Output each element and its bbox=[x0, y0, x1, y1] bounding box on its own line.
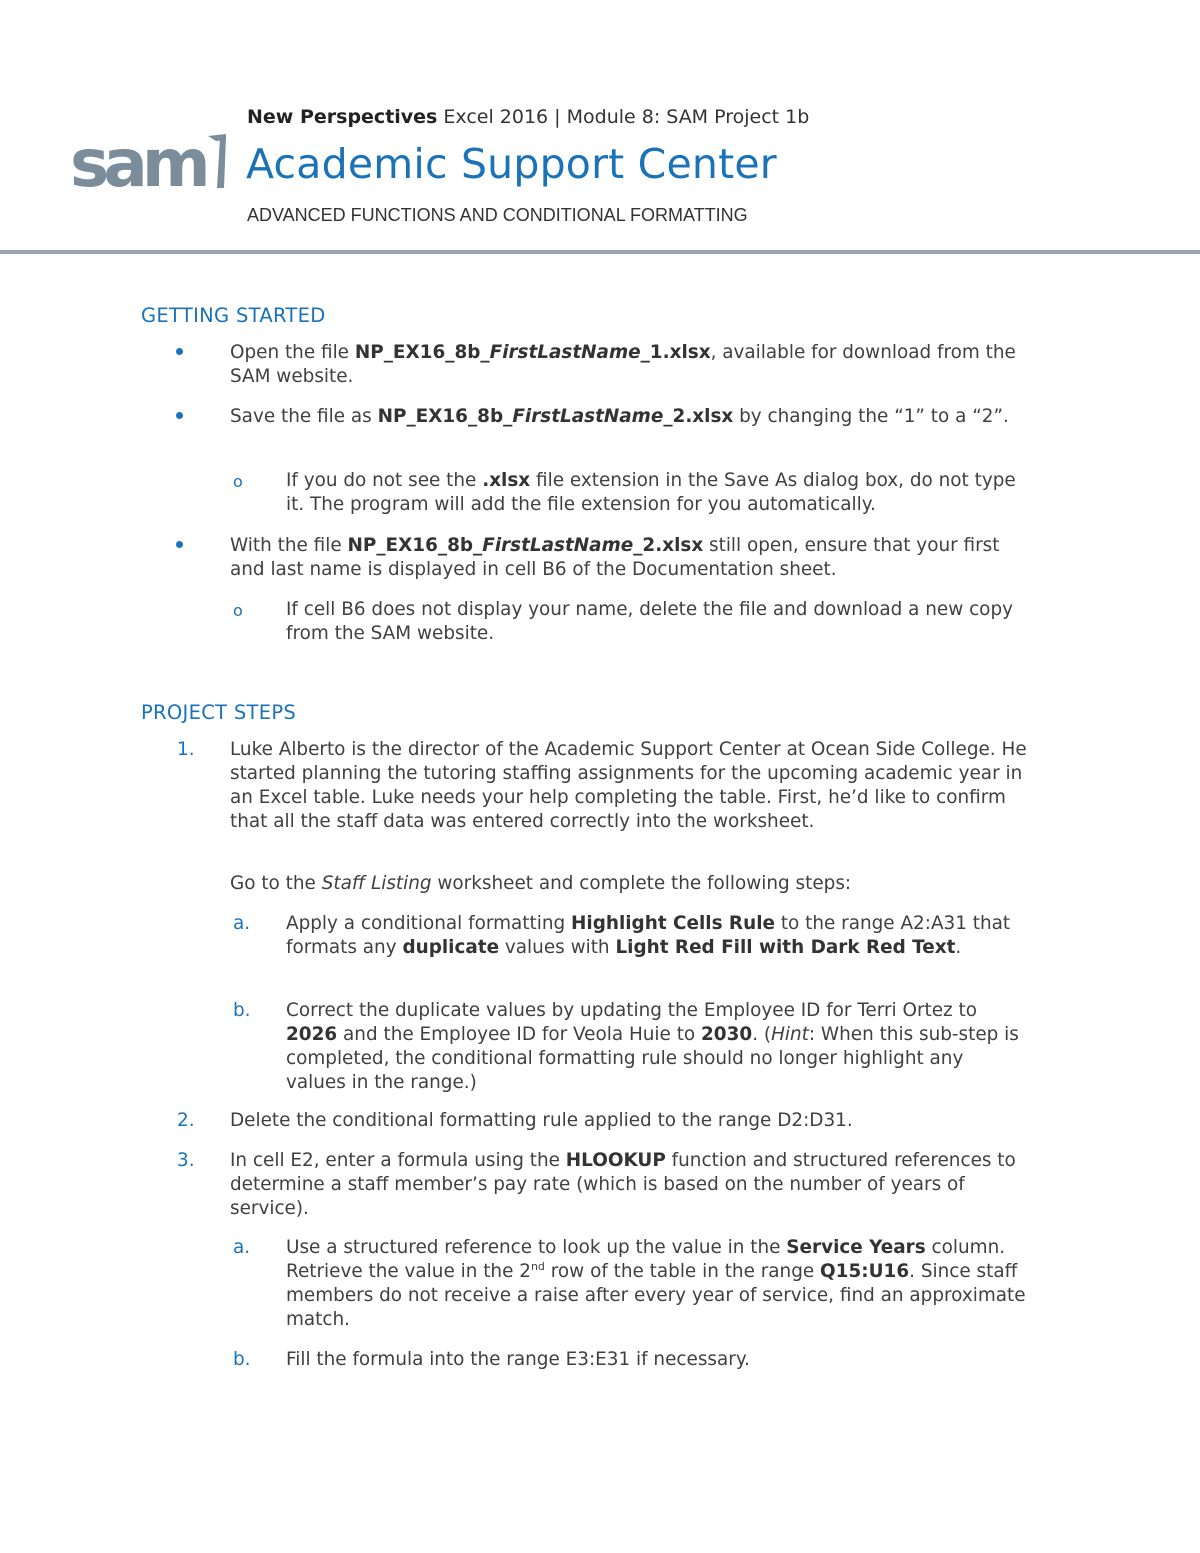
sub-bullet-icon: o bbox=[233, 601, 243, 620]
getting-started-heading: GETTING STARTED bbox=[141, 304, 326, 327]
substep-text: Correct the duplicate values by updating the Employee ID for Terri Ortez to 2026 and the Employee ID for Veola Huie to 2030. (Hint: When this sub-step is completed, the conditional formatting rule should no longer highlight any values in the range.) bbox=[286, 1000, 1019, 1093]
substep-letter: b. bbox=[233, 1349, 251, 1370]
substep-text: Apply a conditional formatting Highlight Cells Rule to the range A2:A31 that formats any duplicate values with Light Red Fill with Dark Red Text. bbox=[286, 913, 1011, 958]
page-subtitle: ADVANCED FUNCTIONS AND CONDITIONAL FORMATTING bbox=[247, 205, 748, 225]
course-line: New Perspectives Excel 2016 | Module 8: SAM Project 1b bbox=[247, 106, 810, 128]
step-text: In cell E2, enter a formula using the HLOOKUP function and structured references to determine a staff member’s pay rate (which is based on the number of years of service). bbox=[230, 1150, 1016, 1219]
substep-text: Use a structured reference to look up the value in the Service Years column. Retrieve the value in the 2nd row of the table in the range Q15:U16. Since staff members do not receive a raise after every year of service, find an approximate match. bbox=[286, 1237, 1026, 1330]
step-text: Luke Alberto is the director of the Academic Support Center at Ocean Side College. He started planning the tutoring staffing assignments for the upcoming academic year in an Excel table. Luke needs your help completing the table. First, he’d like to confirm that all the staff data was entered correctly into the worksheet. bbox=[230, 739, 1027, 832]
substep-letter: b. bbox=[233, 1000, 251, 1021]
bullet-icon bbox=[176, 348, 183, 355]
step-number: 1. bbox=[177, 739, 195, 760]
svg-text:sam: sam bbox=[70, 132, 205, 192]
list-item: With the file NP_EX16_8b_FirstLastName_2.xlsx still open, ensure that your first and last name is displayed in cell B6 of the Documentation sheet. bbox=[230, 535, 1000, 580]
list-item: If you do not see the .xlsx file extension in the Save As dialog box, do not type it. The program will add the file extension for you automatically. bbox=[286, 470, 1016, 515]
sam-logo bbox=[70, 132, 228, 192]
substep-letter: a. bbox=[233, 1237, 251, 1258]
list-item: Open the file NP_EX16_8b_FirstLastName_1.xlsx, available for download from the SAM website. bbox=[230, 342, 1016, 387]
bullet-icon bbox=[176, 412, 183, 419]
page-title: Academic Support Center bbox=[246, 140, 777, 188]
project-steps-heading: PROJECT STEPS bbox=[141, 701, 297, 724]
step-text: Delete the conditional formatting rule applied to the range D2:D31. bbox=[230, 1110, 853, 1131]
sub-bullet-icon: o bbox=[233, 472, 243, 491]
step-instruction: Go to the Staff Listing worksheet and complete the following steps: bbox=[230, 873, 852, 894]
list-item: If cell B6 does not display your name, delete the file and download a new copy from the SAM website. bbox=[286, 599, 1013, 644]
header-divider bbox=[0, 250, 1200, 254]
step-number: 3. bbox=[177, 1150, 195, 1171]
substep-text: Fill the formula into the range E3:E31 if necessary. bbox=[286, 1349, 750, 1370]
list-item: Save the file as NP_EX16_8b_FirstLastName_2.xlsx by changing the “1” to a “2”. bbox=[230, 406, 1009, 427]
substep-letter: a. bbox=[233, 913, 251, 934]
bullet-icon bbox=[176, 541, 183, 548]
step-number: 2. bbox=[177, 1110, 195, 1131]
